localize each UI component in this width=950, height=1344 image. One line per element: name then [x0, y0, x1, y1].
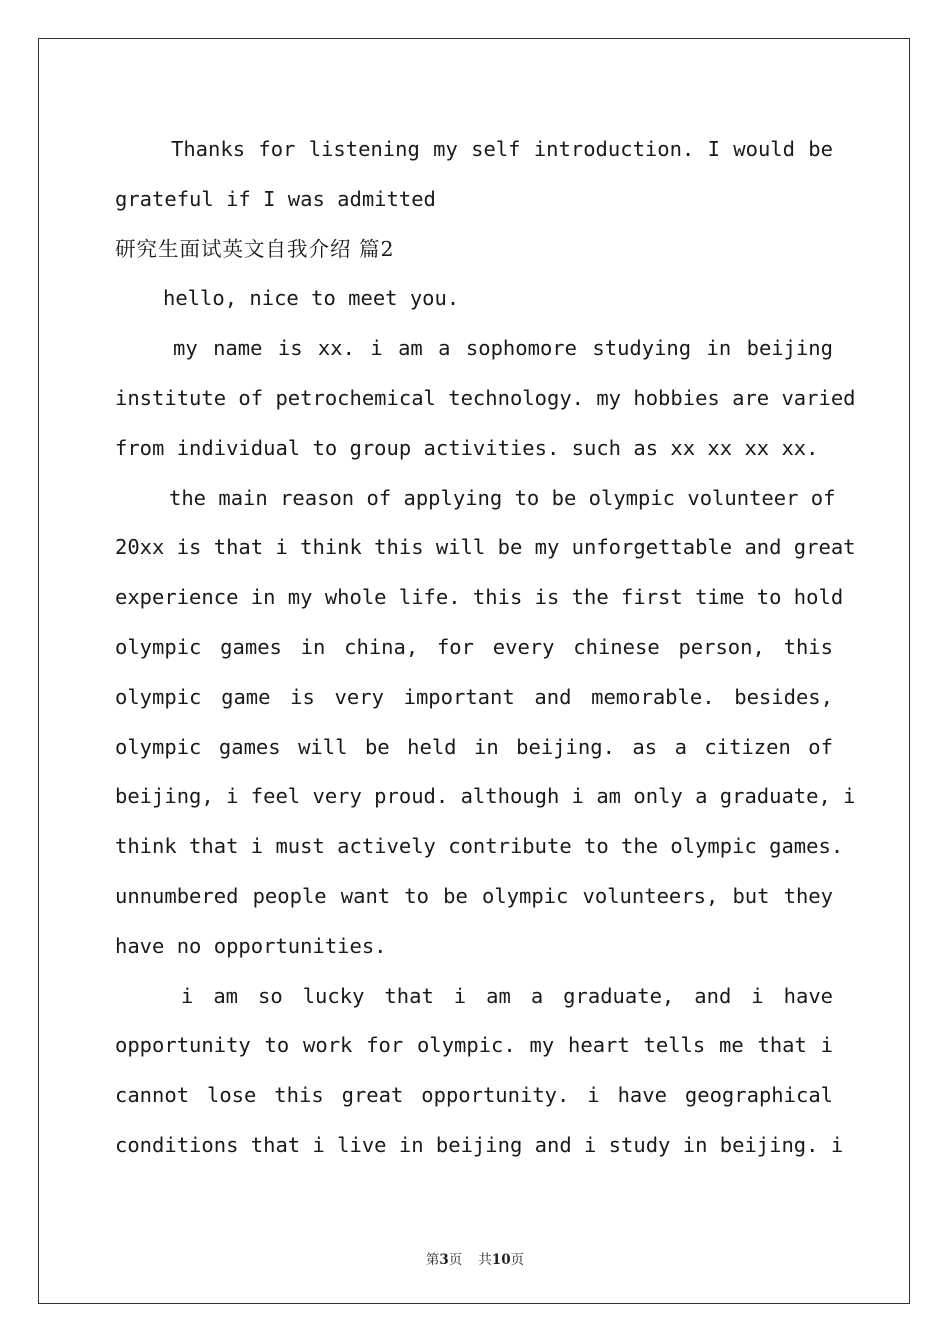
section-heading: 研究生面试英文自我介绍 篇2	[115, 236, 395, 261]
paragraph-line: cannot lose this great opportunity. i have geographical	[115, 1083, 833, 1108]
page-footer	[0, 1248, 950, 1268]
paragraph-line: olympic games will be held in beijing. as a citizen of	[115, 734, 833, 759]
paragraph-line: grateful if I was admitted	[115, 186, 436, 211]
paragraph-line: the main reason of applying to be olympic volunteer of	[169, 485, 836, 510]
paragraph-line: experience in my whole life. this is the first time to hold	[115, 585, 844, 610]
page-label-prefix: 第	[425, 1252, 440, 1268]
document-body	[115, 125, 856, 1171]
paragraph-line: i am so lucky that i am a graduate, and i have	[181, 983, 833, 1008]
paragraph-line: my name is xx. i am a sophomore studying in beijing	[173, 336, 833, 361]
paragraph-line: have no opportunities.	[115, 933, 387, 958]
paragraph-line: hello, nice to meet you.	[163, 286, 460, 311]
paragraph-line: 20xx is that i think this will be my unforgettable and great	[115, 535, 856, 560]
paragraph-line: conditions that i live in beijing and i study in beijing. i	[115, 1132, 844, 1157]
current-page-number: 3	[439, 1252, 449, 1268]
paragraph-line: beijing, i feel very proud. although i am only a graduate, i	[115, 784, 856, 809]
paragraph-line: olympic games in china, for every chinese person, this	[115, 634, 833, 659]
paragraph-line: unnumbered people want to be olympic volunteers, but they	[115, 883, 833, 908]
total-label-suffix: 页	[510, 1252, 525, 1268]
paragraph-line: opportunity to work for olympic. my heart tells me that i	[115, 1033, 833, 1058]
total-label-prefix: 共	[478, 1252, 492, 1268]
paragraph-line: from individual to group activities. such as xx xx xx xx.	[115, 435, 819, 460]
total-page-count: 10	[491, 1252, 511, 1268]
paragraph-line: Thanks for listening my self introduction. I would be	[171, 137, 833, 161]
page-label-suffix: 页	[448, 1252, 463, 1268]
paragraph-line: institute of petrochemical technology. my hobbies are varied	[115, 385, 856, 410]
paragraph-line: olympic game is very important and memorable. besides,	[115, 684, 833, 709]
paragraph-line: think that i must actively contribute to the olympic games.	[115, 834, 844, 859]
